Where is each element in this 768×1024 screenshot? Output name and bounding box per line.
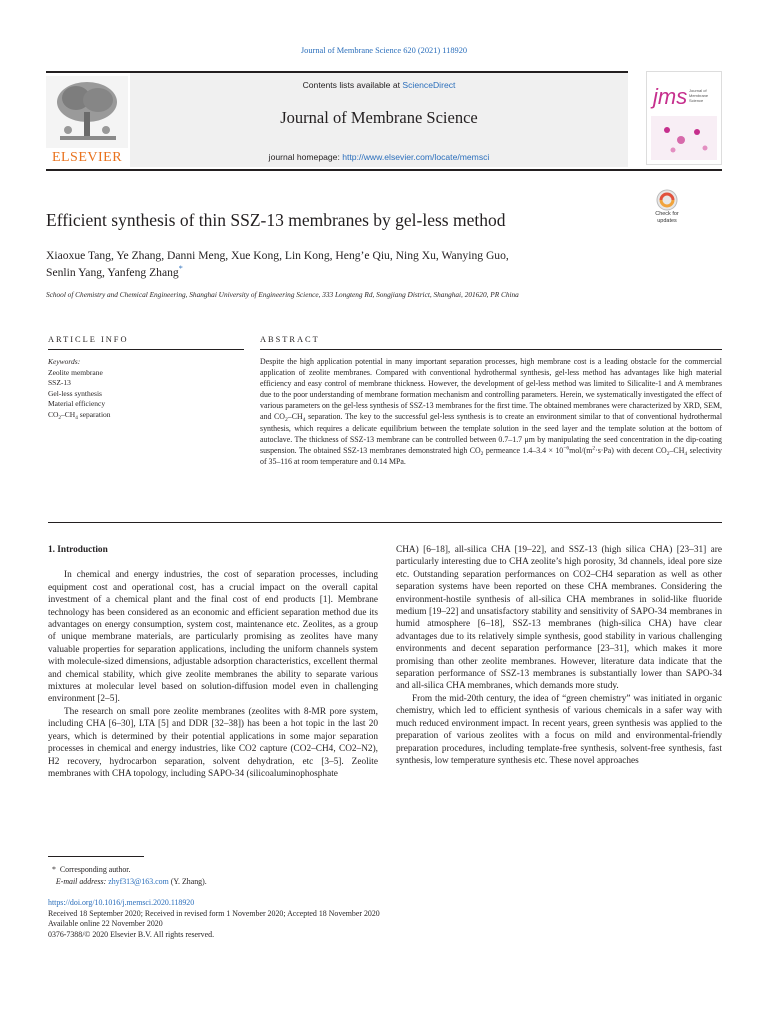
abstract-rule — [260, 349, 722, 350]
header-bottom-rule — [46, 169, 722, 171]
abstract-heading: ABSTRACT — [260, 335, 320, 344]
keyword-item: $CO_2-CH_4$ separation — [48, 409, 111, 421]
elsevier-wordmark: ELSEVIER — [51, 150, 123, 165]
authors-line-2 — [46, 264, 686, 281]
journal-name: Journal of Membrane Science — [280, 108, 478, 127]
check-updates-label: Check for updates — [655, 211, 679, 224]
paper-title: Efficient synthesis of thin SSZ-13 membranes by gel-less method — [46, 210, 506, 230]
received-dates: Received 18 September 2020; Received in revised form 1 November 2020; Accepted 18 November 2020 — [48, 908, 380, 918]
paragraph: In chemical and energy industries, the cost of separation processes, including equipment cost and operational cost, has a crucial impact on the overall capital investment of a chemical plant and the final cost of end products [1]. Membrane technology has been considered as an economic and efficient separation method due its advantages on energy consumption, system cost, maintenance etc. Zeolites, as a group of unique membrane materials, are particularly promising as zeolites have many valuable properties for separation applications, including the uniform channels system with molecule-sized dimensions, adjustable adsorption characteristics, excellent thermal and chemical stability, which give zeolite membranes the ability to separate various mixtures at molecular level based on solution-diffusion model even in challenging environment [2–5]. — [48, 570, 378, 705]
authors-line-1: Xiaoxue Tang, Ye Zhang, Danni Meng, Xue Kong, Lin Kong, Heng’e Qiu, Ning Xu, Wanying Guo, — [46, 249, 509, 262]
publication-info — [48, 898, 548, 940]
header-top-rule — [46, 71, 628, 73]
corresponding-author-note: * Corresponding author. — [51, 865, 131, 874]
keywords-label: Keywords: — [48, 357, 81, 366]
email-link[interactable]: zhyf313@163.com — [108, 877, 169, 886]
author-list — [46, 247, 686, 281]
journal-citation[interactable]: Journal of Membrane Science 620 (2021) 118920 — [300, 46, 468, 55]
cover-graphic — [647, 112, 721, 164]
journal-homepage-line — [130, 152, 628, 162]
footnote — [48, 864, 378, 888]
keywords-block — [48, 357, 244, 421]
keyword-item: Zeolite membrane — [48, 367, 103, 377]
affiliation: School of Chemistry and Chemical Engineering, Shanghai University of Engineering Science, 333 Longteng Rd, Songjiang District, Shanghai, 201620, PR China — [46, 290, 519, 299]
cover-jms-logo: jms — [653, 84, 688, 109]
available-online: Available online 22 November 2020 — [48, 919, 163, 929]
footnote-rule — [48, 856, 144, 857]
body-column-left — [48, 544, 378, 780]
check-updates-icon — [646, 189, 688, 211]
cover-subtitle: Journal of Membrane Science — [689, 88, 709, 103]
corresponding-author-mark[interactable]: * — [178, 264, 183, 274]
keyword-item: Material efficiency — [48, 399, 106, 409]
article-info-rule — [48, 349, 244, 350]
section-title-introduction: 1. Introduction — [48, 545, 108, 555]
contents-line — [130, 80, 628, 90]
section-divider — [48, 522, 722, 523]
sciencedirect-link[interactable]: ScienceDirect — [402, 80, 456, 90]
paragraph: From the mid-20th century, the idea of “green chemistry” was initiated in organic chemistry, which led to efficient synthesis of various chemicals in a safer way with much reduced environment impact. In recent years, green synthesis was applied to the preparation of various zeolites with a focus on mild and environmental-friendly preparation procedures, including template-free synthesis, solvent-free synthesis, fast synthesis, low temperature synthesis etc. These novel approaches — [396, 693, 722, 766]
body-column-right — [396, 544, 722, 767]
homepage-link[interactable]: http://www.elsevier.com/locate/memsci — [342, 152, 490, 162]
paragraph: CHA) [6–18], all-silica CHA [19–22], and SSZ-13 (high silica CHA) [23–31] are particularly interesting due to CHA zeolite’s high porosity, 3d channels, ideal pore size etc. Outstanding separation performances on CO2–CH4 separation as well as other separation systems have been reported on these CHA membranes. Considering the environment-hostile synthesis of all-silica CHA membranes in solid-like fluoride medium [19–22] and unsatisfactory stability and sensitivity of SAPO-34 membranes in humid atmosphere [6–18], SSZ-13 membranes (high-silica CHA) have clear advantages due to its relatively simple synthesis, good stability in various challenging environments and decent separation performance [23–31], which makes it more promising than other zeolite membranes. However, literature data indicate that the separation performance of SSZ-13 membranes is substantially lower than SAPO-34 and all-silica CHA membranes, which demands more study. — [396, 545, 722, 692]
contents-prefix: Contents lists available at — [302, 80, 403, 90]
keyword-item: SSZ-13 — [48, 378, 71, 388]
homepage-prefix: journal homepage: — [268, 152, 343, 162]
doi-link[interactable]: https://doi.org/10.1016/j.memsci.2020.118920 — [48, 898, 195, 907]
paragraph: The research on small pore zeolite membranes (zeolites with 8-MR pore system, including CHA [6–30], LTA [5] and DDR [32–38]) has been a hot topic in the last 20 years, which is determined by their potential applications in some major separation processes in chemical and energy industries, like CO2 capture (CO2–CH4, CO2–N2), H2 recovery, hydrocarbon separation, solvent dehydration, etc [3–5]. Zeolite membranes with CHA topology, including SAPO-34 (silicoaluminophosphate — [48, 706, 378, 779]
abstract-text: Despite the high application potential in many important separation processes, high membrane cost is a leading obstacle for the commercial application of zeolite membranes. Compared with conventional hydrothermal synthesis, gel-less method has advantages like high material efficiency and easy control of membrane thickness. However, the development of gel-less method was limited to Silicalite-1 and A membranes due to the poor understanding of membrane formation mechanism and controlling parameters. Herein, we systematically investigated the effect of various parameters on the gel-less synthesis of SSZ-13 membranes for the first time. The obtained membranes were characterized by XRD, SEM, and $CO_2-CH_4$ separation. The key to the successful gel-less synthesis is to create an environment similar to that of conventional hydrothermal synthesis, which requires a delicate equilibrium between the template solution in the seed layer and the template solution at the bottom of autoclave. The thickness of SSZ-13 membrane can be controlled between 0.7–1.7 μm by manipulating the seed concentration in the dip-coating suspension. The obtained SSZ-13 membranes demonstrated high $CO_2$ permeance $1.4-3.4 \times 10^{-6}mol/(m^2\cdot s\cdot Pa)$ with decent $CO_2-CH_4$ selectivity of 35–116 at room temperature and 0.14 MPa. — [260, 357, 723, 466]
email-note: E-mail address: zhyf313@163.com (Y. Zhang). — [55, 877, 207, 886]
authors-line-2-text: Senlin Yang, Yanfeng Zhang — [46, 266, 179, 279]
keyword-item: Gel-less synthesis — [48, 388, 102, 398]
article-info-heading: ARTICLE INFO — [48, 335, 129, 344]
copyright: 0376-7388/© 2020 Elsevier B.V. All rights reserved. — [48, 929, 215, 939]
journal-cover-thumbnail[interactable] — [646, 71, 722, 165]
